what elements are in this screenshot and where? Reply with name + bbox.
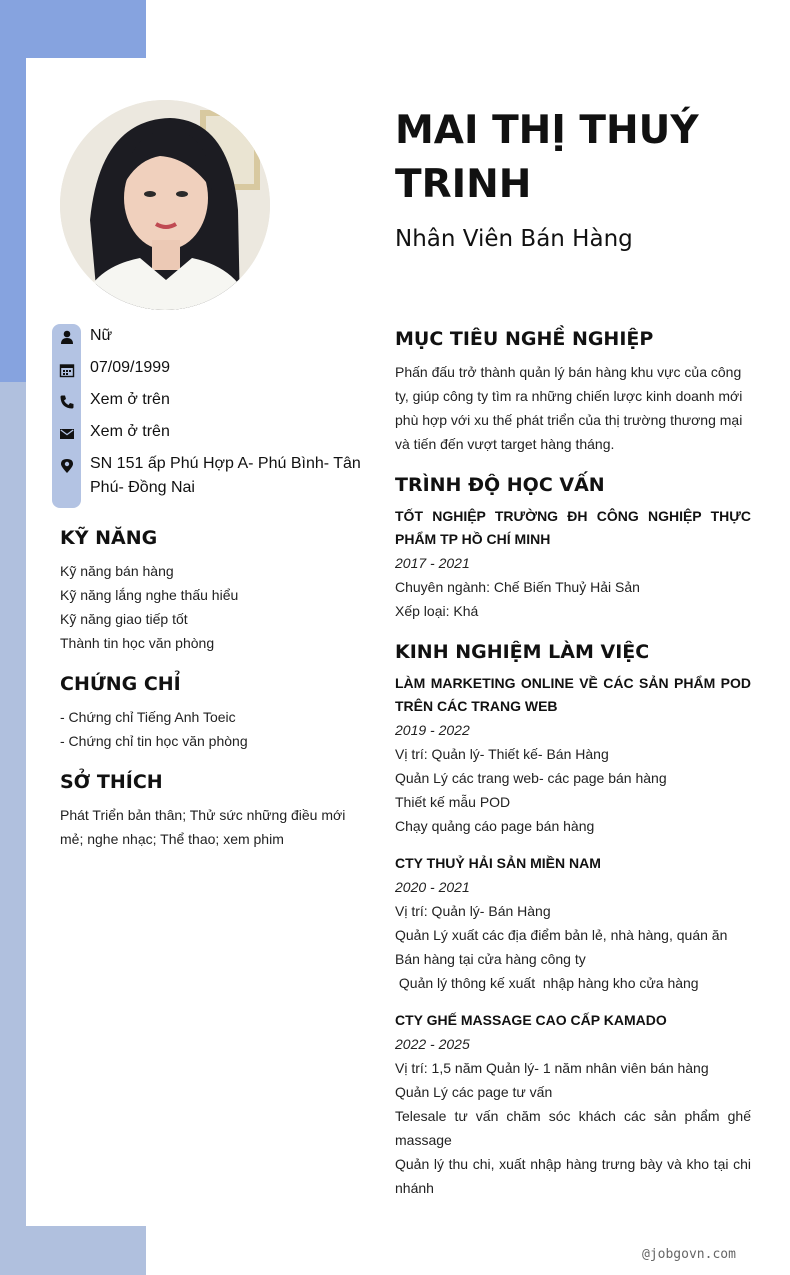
job-detail: Telesale tư vấn chăm sóc khách các sản phẩm ghế massage bbox=[395, 1108, 751, 1148]
skill-item: Kỹ năng bán hàng bbox=[60, 563, 174, 579]
objective-heading: MỤC TIÊU NGHỀ NGHIỆP bbox=[395, 328, 654, 350]
contact-address: SN 151 ấp Phú Hợp A- Phú Bình- Tân Phú- Đồng Nai bbox=[90, 455, 361, 496]
location-pin-icon bbox=[59, 458, 75, 474]
job-detail: Chạy quảng cáo page bán hàng bbox=[395, 818, 595, 834]
contact-bar bbox=[52, 324, 81, 508]
job-period: 2019 - 2022 bbox=[395, 722, 470, 738]
education-heading: TRÌNH ĐỘ HỌC VẤN bbox=[395, 474, 605, 496]
job-detail: Quản Lý xuất các địa điểm bản lẻ, nhà hàng, quán ăn bbox=[395, 927, 728, 943]
profile-photo bbox=[60, 100, 270, 310]
education-period: 2017 - 2021 bbox=[395, 555, 470, 571]
job-detail: Quản Lý các trang web- các page bán hàng bbox=[395, 770, 667, 786]
job-detail: Thiết kế mẫu POD bbox=[395, 794, 511, 810]
contact-email: Xem ở trên bbox=[90, 423, 170, 440]
contact-dob: 07/09/1999 bbox=[90, 359, 171, 376]
objective-text: Phấn đấu trở thành quản lý bán hàng khu vực của công ty, giúp công ty tìm ra những chiến lược kinh doanh mới phù hợp với xu thế phát triển của thị trường thương mại và tiến đến vượt target hàng tháng. bbox=[395, 364, 743, 452]
phone-icon bbox=[59, 394, 75, 410]
job-title: Nhân Viên Bán Hàng bbox=[395, 226, 633, 252]
skill-item: Kỹ năng lắng nghe thấu hiểu bbox=[60, 587, 239, 603]
contact-gender: Nữ bbox=[90, 327, 113, 344]
watermark: @jobgovn.com bbox=[642, 1247, 736, 1262]
experience-heading: KINH NGHIỆM LÀM VIỆC bbox=[395, 641, 650, 663]
job-detail: Vị trí: Quản lý- Bán Hàng bbox=[395, 903, 551, 919]
mail-icon bbox=[59, 426, 75, 442]
hobbies-heading: SỞ THÍCH bbox=[60, 771, 163, 793]
person-icon bbox=[59, 329, 75, 345]
job-company: CTY GHẾ MASSAGE CAO CẤP KAMADO bbox=[395, 1012, 667, 1028]
education-school: TỐT NGHIỆP TRƯỜNG ĐH CÔNG NGHIỆP THỰC PHẨM TP HỒ CHÍ MINH bbox=[395, 508, 751, 547]
job-period: 2022 - 2025 bbox=[395, 1036, 470, 1052]
job-company: CTY THUỶ HẢI SẢN MIỀN NAM bbox=[395, 855, 601, 871]
certificate-item: - Chứng chỉ tin học văn phòng bbox=[60, 733, 248, 749]
certificates-heading: CHỨNG CHỈ bbox=[60, 673, 181, 695]
job-period: 2020 - 2021 bbox=[395, 879, 470, 895]
calendar-icon bbox=[59, 362, 75, 378]
education-grade: Xếp loại: Khá bbox=[395, 603, 479, 619]
hobbies-text: Phát Triển bản thân; Thử sức những điều mới mẻ; nghe nhạc; Thể thao; xem phim bbox=[60, 807, 346, 847]
skill-item: Thành tin học văn phòng bbox=[60, 635, 215, 651]
job-detail: Quản lý thu chi, xuất nhập hàng trưng bày và kho tại chi nhánh bbox=[395, 1156, 751, 1196]
job-detail: Vị trí: 1,5 năm Quản lý- 1 năm nhân viên bán hàng bbox=[395, 1060, 709, 1076]
education-major: Chuyên ngành: Chế Biến Thuỷ Hải Sản bbox=[395, 579, 640, 595]
certificate-item: - Chứng chỉ Tiếng Anh Toeic bbox=[60, 709, 236, 725]
skills-heading: KỸ NĂNG bbox=[60, 527, 158, 549]
skill-item: Kỹ năng giao tiếp tốt bbox=[60, 611, 188, 627]
job-detail: Quản Lý các page tư vấn bbox=[395, 1084, 553, 1100]
candidate-name: MAI THỊ THUÝ TRINH bbox=[395, 108, 699, 207]
contact-phone: Xem ở trên bbox=[90, 391, 170, 408]
job-company: LÀM MARKETING ONLINE VỀ CÁC SẢN PHẨM POD TRÊN CÁC TRANG WEB bbox=[395, 675, 751, 714]
job-detail: Bán hàng tại cửa hàng công ty bbox=[395, 951, 586, 967]
job-detail: Quản lý thông kế xuất nhập hàng kho cửa hàng bbox=[395, 975, 699, 991]
job-detail: Vị trí: Quản lý- Thiết kế- Bán Hàng bbox=[395, 746, 609, 762]
